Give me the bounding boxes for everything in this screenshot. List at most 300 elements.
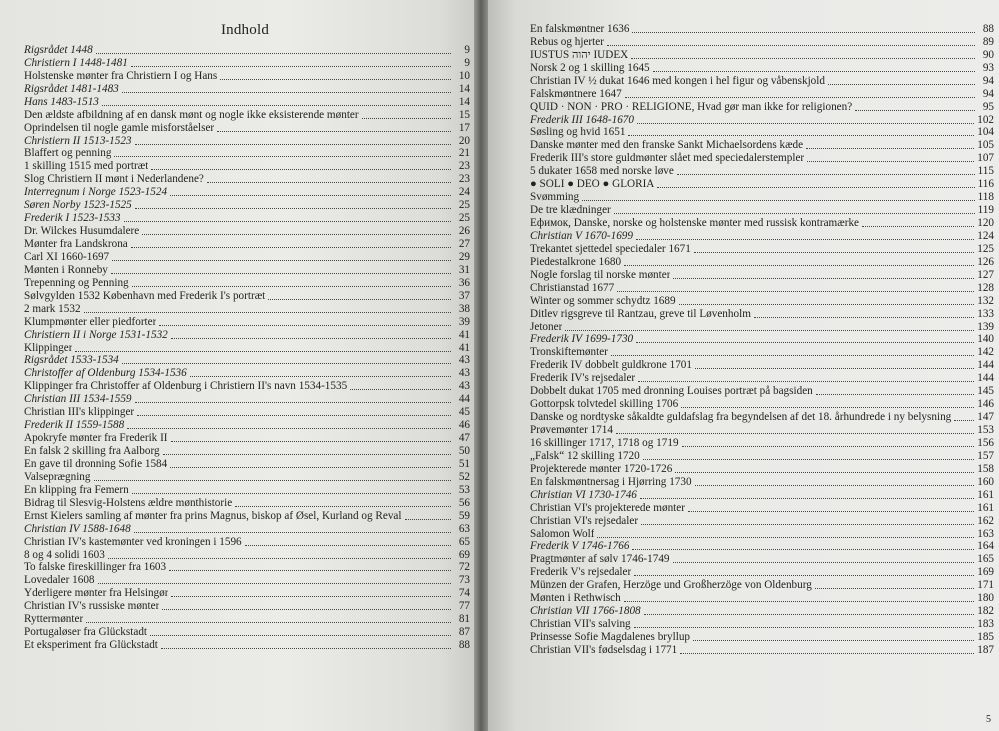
toc-entry [24, 355, 470, 368]
toc-entry-title: Rigsrådet 1533-1534 [24, 354, 119, 367]
toc-entry [24, 316, 470, 329]
toc-entry-title: Frederik II 1559-1588 [24, 419, 125, 432]
toc-entry [530, 101, 994, 114]
dot-leader [675, 472, 974, 473]
toc-entry-title: Den ældste afbildning af en dansk mønt og nogle ikke eksisterende mønter [24, 108, 359, 121]
toc-entry [530, 256, 994, 269]
dot-leader [162, 609, 451, 610]
toc-entry-page: 24 [458, 186, 470, 199]
toc-entry [530, 502, 994, 515]
dot-leader [112, 260, 451, 261]
toc-entry-title: Frederik III's store guldmønter slået med speciedalerstempler [530, 152, 805, 165]
toc-entry-page: 43 [458, 367, 470, 380]
toc-entry-page: 10 [458, 69, 470, 82]
dot-leader [169, 570, 451, 571]
dot-leader [624, 601, 974, 602]
toc-entry-title: Falskmøntnere 1647 [530, 87, 622, 100]
toc-entry-title: Christianstad 1677 [530, 281, 615, 294]
toc-entry-title: Rebus og hjerter [530, 35, 604, 48]
toc-entry-title: En klipping fra Femern [24, 483, 129, 496]
toc-entry-page: 128 [977, 281, 994, 294]
toc-entry [530, 411, 994, 424]
toc-entry-page: 47 [458, 432, 470, 445]
toc-entry [530, 114, 994, 127]
toc-entry-title: Christian VI's rejsedaler [530, 514, 639, 527]
toc-entry-page: 73 [458, 574, 470, 587]
toc-entry [24, 393, 470, 406]
dot-leader [644, 614, 975, 615]
toc-entry [530, 644, 994, 657]
dot-leader [122, 92, 451, 93]
toc-entry [24, 109, 470, 122]
toc-entry-title: Rigsrådet 1448 [24, 43, 93, 56]
toc-entry [24, 471, 470, 484]
dot-leader [98, 583, 451, 584]
toc-entry [24, 135, 470, 148]
toc-entry-page: 72 [458, 561, 470, 574]
toc-entry-title: Frederik V 1746-1766 [530, 540, 630, 553]
toc-entry-title: Christian IV's russiske mønter [24, 600, 160, 613]
toc-entry-title: Mønten i Ronneby [24, 263, 108, 276]
toc-entry [530, 23, 994, 36]
toc-entry [24, 83, 470, 96]
toc-entry-title: Slog Christiern II mønt i Nederlandene? [24, 173, 204, 186]
toc-entry [24, 290, 470, 303]
dot-leader [954, 420, 974, 421]
toc-entry-title: Winter og sommer schydtz 1689 [530, 294, 676, 307]
dot-leader [681, 407, 974, 408]
toc-entry-title: Holstenske mønter fra Christiern I og Hans [24, 69, 218, 82]
toc-entry [530, 88, 994, 101]
dot-leader [597, 537, 974, 538]
dot-leader [114, 156, 451, 157]
dot-leader [582, 200, 975, 201]
toc-entry-page: 158 [977, 462, 994, 475]
toc-entry [530, 359, 994, 372]
toc-entry-page: 17 [458, 121, 470, 134]
toc-entry-page: 50 [458, 445, 470, 458]
dot-leader [171, 338, 451, 339]
toc-entry-title: Frederik I 1523-1533 [24, 212, 121, 225]
toc-entry-title: En falskmøntnersag i Hjørring 1730 [530, 475, 692, 488]
toc-entry-page: 140 [977, 333, 994, 346]
toc-entry-page: 165 [977, 553, 994, 566]
toc-entry-page: 69 [458, 548, 470, 561]
toc-entry [530, 217, 994, 230]
toc-entry-title: Christiern II 1513-1523 [24, 134, 132, 147]
toc-entry-title: Gottorpsk tolvtedel skilling 1706 [530, 398, 679, 411]
toc-entry [530, 321, 994, 334]
toc-entry-title: IUSTUS יהוה IUDEX [530, 48, 629, 61]
toc-entry [24, 212, 470, 225]
toc-entry [530, 372, 994, 385]
toc-entry-page: 14 [458, 82, 470, 95]
toc-entry-title: Christian VII's fødselsdag i 1771 [530, 643, 678, 656]
toc-entry-title: Lovedaler 1608 [24, 574, 95, 587]
dot-leader [628, 135, 974, 136]
toc-entry-title: Nogle forslag til norske mønter [530, 268, 671, 281]
toc-entry-title: Apokryfe mønter fra Frederik II [24, 432, 168, 445]
toc-entry-title: Klippinger [24, 341, 73, 354]
toc-entry-page: 183 [977, 618, 994, 631]
dot-leader [122, 363, 451, 364]
toc-entry [24, 44, 470, 57]
toc-right-column [530, 23, 994, 657]
toc-entry [24, 160, 470, 173]
toc-entry-title: Søren Norby 1523-1525 [24, 199, 132, 212]
toc-entry [24, 613, 470, 626]
toc-entry [530, 346, 994, 359]
dot-leader [137, 415, 451, 416]
dot-leader [624, 265, 974, 266]
dot-leader [405, 519, 452, 520]
toc-entry [24, 96, 470, 109]
toc-entry [530, 618, 994, 631]
dot-leader [862, 226, 974, 227]
toc-entry-title: Piedestalkrone 1680 [530, 255, 622, 268]
toc-entry-title: Norsk 2 og 1 skilling 1645 [530, 61, 650, 74]
toc-entry-title: „Falsk“ 12 skilling 1720 [530, 449, 640, 462]
toc-entry [24, 510, 470, 523]
toc-entry-page: 23 [458, 173, 470, 186]
dot-leader [653, 71, 975, 72]
toc-entry-page: 118 [977, 191, 994, 204]
toc-entry [24, 445, 470, 458]
toc-entry-title: Christian III's klippinger [24, 406, 135, 419]
toc-entry [530, 191, 994, 204]
toc-entry-page: 26 [458, 225, 470, 238]
dot-leader [816, 394, 974, 395]
toc-entry-page: 44 [458, 393, 470, 406]
dot-leader [636, 342, 974, 343]
toc-entry-page: 102 [977, 113, 994, 126]
dot-leader [565, 330, 974, 331]
toc-entry [530, 566, 994, 579]
toc-entry-title: Jetoner [530, 320, 563, 333]
dot-leader [634, 575, 974, 576]
toc-entry-page: 51 [458, 457, 470, 470]
toc-entry-page: 126 [977, 255, 994, 268]
toc-entry-page: 127 [977, 268, 994, 281]
toc-entry [24, 122, 470, 135]
toc-entry-page: 87 [458, 626, 470, 639]
toc-entry-title: Christian III 1534-1559 [24, 393, 132, 406]
toc-entry-title: 1 skilling 1515 med portræt [24, 160, 149, 173]
toc-entry [24, 419, 470, 432]
toc-entry [24, 458, 470, 471]
toc-entry-page: 187 [977, 643, 994, 656]
toc-entry-page: 15 [458, 108, 470, 121]
dot-leader [695, 368, 974, 369]
toc-entry-title: Ditlev rigsgreve til Rantzau, greve til Løvenholm [530, 307, 751, 320]
toc-entry-title: En falskmøntner 1636 [530, 22, 630, 35]
toc-entry-page: 89 [982, 35, 994, 48]
toc-entry [24, 303, 470, 316]
dot-leader [641, 524, 974, 525]
page-title: Indhold [220, 22, 270, 38]
toc-entry [24, 432, 470, 445]
dot-leader [611, 355, 974, 356]
dot-leader [362, 118, 451, 119]
dot-leader [102, 105, 451, 106]
toc-entry-title: Sølvgylden 1532 København med Frederik I's portræt [24, 289, 266, 302]
toc-entry-title: Frederik IV's rejsedaler [530, 372, 636, 385]
dot-leader [127, 428, 451, 429]
toc-entry-title: Christian V 1670-1699 [530, 229, 633, 242]
toc-entry-title: En falsk 2 skilling fra Aalborg [24, 445, 160, 458]
toc-entry-page: 31 [458, 263, 470, 276]
toc-entry-page: 41 [458, 328, 470, 341]
dot-leader [135, 208, 451, 209]
toc-entry-title: Christian IV 1588-1648 [24, 522, 131, 535]
dot-leader [171, 441, 451, 442]
toc-entry-page: 88 [458, 639, 470, 652]
toc-entry-page: 164 [977, 540, 994, 553]
toc-entry-page: 120 [977, 217, 994, 230]
dot-leader [134, 532, 451, 533]
toc-entry [530, 515, 994, 528]
toc-entry [24, 639, 470, 652]
toc-entry-page: 160 [977, 475, 994, 488]
dot-leader [625, 97, 975, 98]
toc-entry-page: 39 [458, 315, 470, 328]
toc-entry-title: Tronskiftemønter [530, 346, 608, 359]
toc-entry [24, 523, 470, 536]
toc-entry [24, 600, 470, 613]
dot-leader [151, 169, 451, 170]
toc-entry-title: Hans 1483-1513 [24, 95, 99, 108]
toc-entry-page: 162 [977, 514, 994, 527]
toc-entry [24, 57, 470, 70]
toc-entry-title: Portugaløser fra Glückstadt [24, 626, 148, 639]
toc-entry-title: Valseprægning [24, 470, 91, 483]
toc-entry-page: 144 [977, 372, 994, 385]
toc-entry-page: 9 [464, 43, 470, 56]
toc-entry [24, 342, 470, 355]
toc-entry-page: 133 [977, 307, 994, 320]
dot-leader [616, 433, 974, 434]
dot-leader [171, 596, 451, 597]
toc-entry-title: Christian IV ½ dukat 1646 med kongen i hel figur og våbenskjold [530, 74, 825, 87]
toc-entry [530, 204, 994, 217]
toc-entry [530, 127, 994, 140]
toc-entry-page: 153 [977, 424, 994, 437]
toc-entry-page: 36 [458, 276, 470, 289]
toc-entry-page: 77 [458, 600, 470, 613]
toc-entry-page: 132 [977, 294, 994, 307]
toc-entry-title: Interregnum i Norge 1523-1524 [24, 186, 168, 199]
dot-leader [679, 304, 975, 305]
book-gutter [474, 0, 488, 731]
toc-entry-page: 142 [977, 346, 994, 359]
dot-leader [86, 622, 451, 623]
toc-entry-title: Bidrag til Slesvig-Holstens ældre mønthistorie [24, 496, 233, 509]
toc-entry [530, 605, 994, 618]
dot-leader [150, 635, 451, 636]
toc-entry-page: 139 [977, 320, 994, 333]
toc-entry [530, 437, 994, 450]
toc-entry-page: 147 [977, 411, 994, 424]
toc-entry [24, 406, 470, 419]
toc-entry-page: 115 [977, 165, 994, 178]
dot-leader [131, 66, 451, 67]
toc-entry [530, 308, 994, 321]
toc-entry [530, 463, 994, 476]
toc-entry-page: 20 [458, 134, 470, 147]
toc-entry-page: 43 [458, 354, 470, 367]
dot-leader [637, 123, 974, 124]
toc-entry-page: 29 [458, 250, 470, 263]
dot-leader [207, 182, 451, 183]
toc-entry-page: 27 [458, 238, 470, 251]
toc-entry [530, 165, 994, 178]
toc-entry [530, 295, 994, 308]
dot-leader [217, 131, 451, 132]
toc-entry-title: Trekantet sjettedel speciedaler 1671 [530, 242, 691, 255]
dot-leader [657, 187, 974, 188]
toc-entry-page: 45 [458, 406, 470, 419]
toc-entry-title: Frederik III 1648-1670 [530, 113, 634, 126]
dot-leader [640, 498, 974, 499]
toc-entry-title: Frederik V's rejsedaler [530, 566, 632, 579]
toc-entry-title: Christiern II i Norge 1531-1532 [24, 328, 168, 341]
toc-entry-title: Oprindelsen til nogle gamle misforståelser [24, 121, 215, 134]
toc-entry [530, 269, 994, 282]
toc-entry [530, 592, 994, 605]
toc-entry-title: Christoffer af Oldenburg 1534-1536 [24, 367, 187, 380]
toc-entry-page: 156 [977, 436, 994, 449]
toc-entry [530, 528, 994, 541]
toc-entry-title: Prinsesse Sofie Magdalenes bryllup [530, 631, 691, 644]
toc-entry [530, 631, 994, 644]
toc-entry-title: Danske og nordtyske såkaldte guldafslag fra begyndelsen af det 18. århundrede i ny belysning [530, 411, 952, 424]
toc-entry [24, 251, 470, 264]
toc-entry-title: Christian VII's salving [530, 618, 631, 631]
toc-entry [24, 238, 470, 251]
toc-entry [530, 152, 994, 165]
dot-leader [75, 351, 451, 352]
toc-entry [530, 243, 994, 256]
toc-entry-page: 157 [977, 449, 994, 462]
dot-leader [638, 381, 974, 382]
dot-leader [132, 286, 451, 287]
toc-entry [24, 148, 470, 161]
dot-leader [673, 562, 975, 563]
toc-entry-page: 90 [982, 48, 994, 61]
toc-entry-page: 94 [982, 74, 994, 87]
toc-entry [530, 139, 994, 152]
page-number: 5 [986, 714, 991, 725]
toc-entry [530, 62, 994, 75]
toc-entry-page: 74 [458, 587, 470, 600]
dot-leader [235, 506, 451, 507]
dot-leader [643, 459, 975, 460]
toc-entry-title: Projekterede mønter 1720-1726 [530, 462, 673, 475]
toc-entry [24, 329, 470, 342]
dot-leader [94, 480, 452, 481]
toc-entry-title: Christian VII 1766-1808 [530, 605, 641, 618]
toc-entry-page: 41 [458, 341, 470, 354]
toc-entry-title: Christian VI 1730-1746 [530, 488, 637, 501]
toc-entry [530, 178, 994, 191]
toc-entry-page: 180 [977, 592, 994, 605]
toc-entry-title: Et eksperiment fra Glückstadt [24, 639, 158, 652]
toc-entry-title: Yderligere mønter fra Helsingør [24, 587, 169, 600]
dot-leader [124, 221, 451, 222]
toc-entry-title: Dobbelt dukat 1705 med dronning Louises portræt på bagsiden [530, 385, 813, 398]
toc-entry-page: 105 [977, 139, 994, 152]
toc-entry-title: Klippinger fra Christoffer af Oldenburg i Christiern II's navn 1534-1535 [24, 380, 348, 393]
dot-leader [677, 174, 975, 175]
toc-entry [24, 549, 470, 562]
dot-leader [170, 195, 451, 196]
dot-leader [135, 144, 451, 145]
dot-leader [614, 213, 975, 214]
toc-entry-title: 5 dukater 1658 med norske løve [530, 165, 674, 178]
toc-entry-page: 161 [977, 501, 994, 514]
dot-leader [161, 648, 451, 649]
dot-leader [617, 291, 974, 292]
toc-entry-page: 88 [982, 22, 994, 35]
dot-leader [688, 511, 974, 512]
toc-entry-title: To falske fireskillinger fra 1603 [24, 561, 167, 574]
toc-entry-page: 119 [977, 204, 994, 217]
toc-entry-title: Pragtmønter af sølv 1746-1749 [530, 553, 670, 566]
toc-entry [530, 398, 994, 411]
dot-leader [220, 79, 451, 80]
toc-entry [24, 574, 470, 587]
dot-leader [680, 653, 974, 654]
toc-entry-page: 56 [458, 496, 470, 509]
dot-leader [631, 58, 975, 59]
toc-entry-page: 52 [458, 470, 470, 483]
toc-entry-title: Frederik IV dobbelt guldkrone 1701 [530, 359, 692, 372]
toc-entry-page: 95 [982, 100, 994, 113]
toc-entry-title: Prøvemønter 1714 [530, 424, 613, 437]
toc-entry-title: Christian VI's projekterede mønter [530, 501, 685, 514]
dot-leader [245, 545, 451, 546]
toc-entry-page: 93 [982, 61, 994, 74]
toc-entry-page: 14 [458, 95, 470, 108]
toc-entry-page: 169 [977, 566, 994, 579]
toc-entry [530, 579, 994, 592]
toc-entry [530, 489, 994, 502]
toc-entry-page: 104 [977, 126, 994, 139]
dot-leader [268, 299, 451, 300]
toc-entry-title: Ernst Kielers samling af mønter fra prins Magnus, biskop af Øsel, Kurland og Reval [24, 509, 402, 522]
toc-entry-page: 65 [458, 535, 470, 548]
toc-entry-page: 146 [977, 398, 994, 411]
dot-leader [170, 467, 451, 468]
toc-entry-page: 145 [977, 385, 994, 398]
toc-entry [530, 36, 994, 49]
toc-entry-title: Münzen der Grafen, Herzöge und Großherzöge von Oldenburg [530, 579, 812, 592]
dot-leader [84, 312, 451, 313]
toc-entry-page: 53 [458, 483, 470, 496]
toc-entry [530, 424, 994, 437]
toc-entry [24, 173, 470, 186]
dot-leader [163, 454, 451, 455]
toc-entry-title: Ефимок, Danske, norske og holstenske mønter med russisk kontramærke [530, 217, 860, 230]
toc-entry [24, 277, 470, 290]
dot-leader [695, 485, 975, 486]
toc-entry-title: Klumpmønter eller piedforter [24, 315, 157, 328]
toc-entry [530, 553, 994, 566]
toc-entry [530, 541, 994, 554]
toc-entry-title: Salomon Wolf [530, 527, 595, 540]
toc-entry [530, 49, 994, 62]
toc-entry [530, 282, 994, 295]
